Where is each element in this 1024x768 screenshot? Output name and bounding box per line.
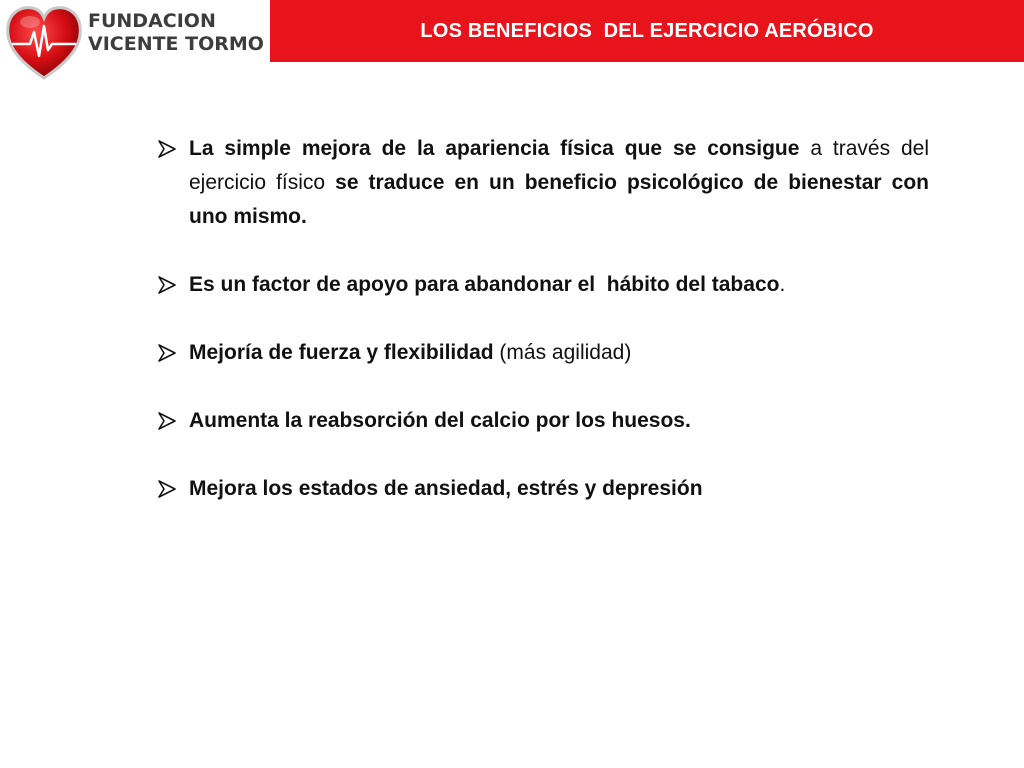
arrow-bullet-icon bbox=[157, 479, 177, 499]
heart-logo-icon bbox=[4, 2, 84, 82]
bullet-text: a través del ejercicio físico bbox=[189, 137, 929, 194]
arrow-bullet-icon bbox=[157, 411, 177, 431]
logo-text bbox=[88, 10, 264, 56]
logo-line-2: VICENTE TORMO bbox=[88, 33, 264, 55]
arrow-bullet-icon bbox=[157, 139, 177, 159]
title-bar bbox=[270, 0, 1024, 62]
slide-title: LOS BENEFICIOS DEL EJERCICIO AERÓBICO bbox=[420, 19, 874, 42]
bullet-text: . bbox=[779, 273, 786, 296]
bullet-text: Mejora los estados de ansiedad, estrés y depresión bbox=[189, 477, 703, 500]
bullet-item bbox=[157, 268, 929, 302]
bullet-text: Es un factor de apoyo para abandonar el hábito del tabaco bbox=[189, 273, 780, 296]
bullet-list bbox=[157, 132, 929, 506]
arrow-bullet-icon bbox=[157, 275, 177, 295]
bullet-item bbox=[157, 472, 929, 506]
bullet-text: se traduce en un beneficio psicológico de bienestar con uno mismo. bbox=[189, 171, 929, 228]
logo-line-1: FUNDACION bbox=[88, 10, 216, 32]
bullet-text: Aumenta la reabsorción del calcio por los huesos. bbox=[189, 409, 691, 432]
arrow-bullet-icon bbox=[157, 343, 177, 363]
bullet-item bbox=[157, 132, 929, 234]
bullet-item bbox=[157, 336, 929, 370]
bullet-text: Mejoría de fuerza y flexibilidad bbox=[189, 341, 494, 364]
bullet-text: La simple mejora de la apariencia física que se consigue bbox=[189, 137, 800, 160]
foundation-logo bbox=[4, 2, 264, 82]
bullet-text: (más agilidad) bbox=[493, 341, 632, 364]
bullet-item bbox=[157, 404, 929, 438]
